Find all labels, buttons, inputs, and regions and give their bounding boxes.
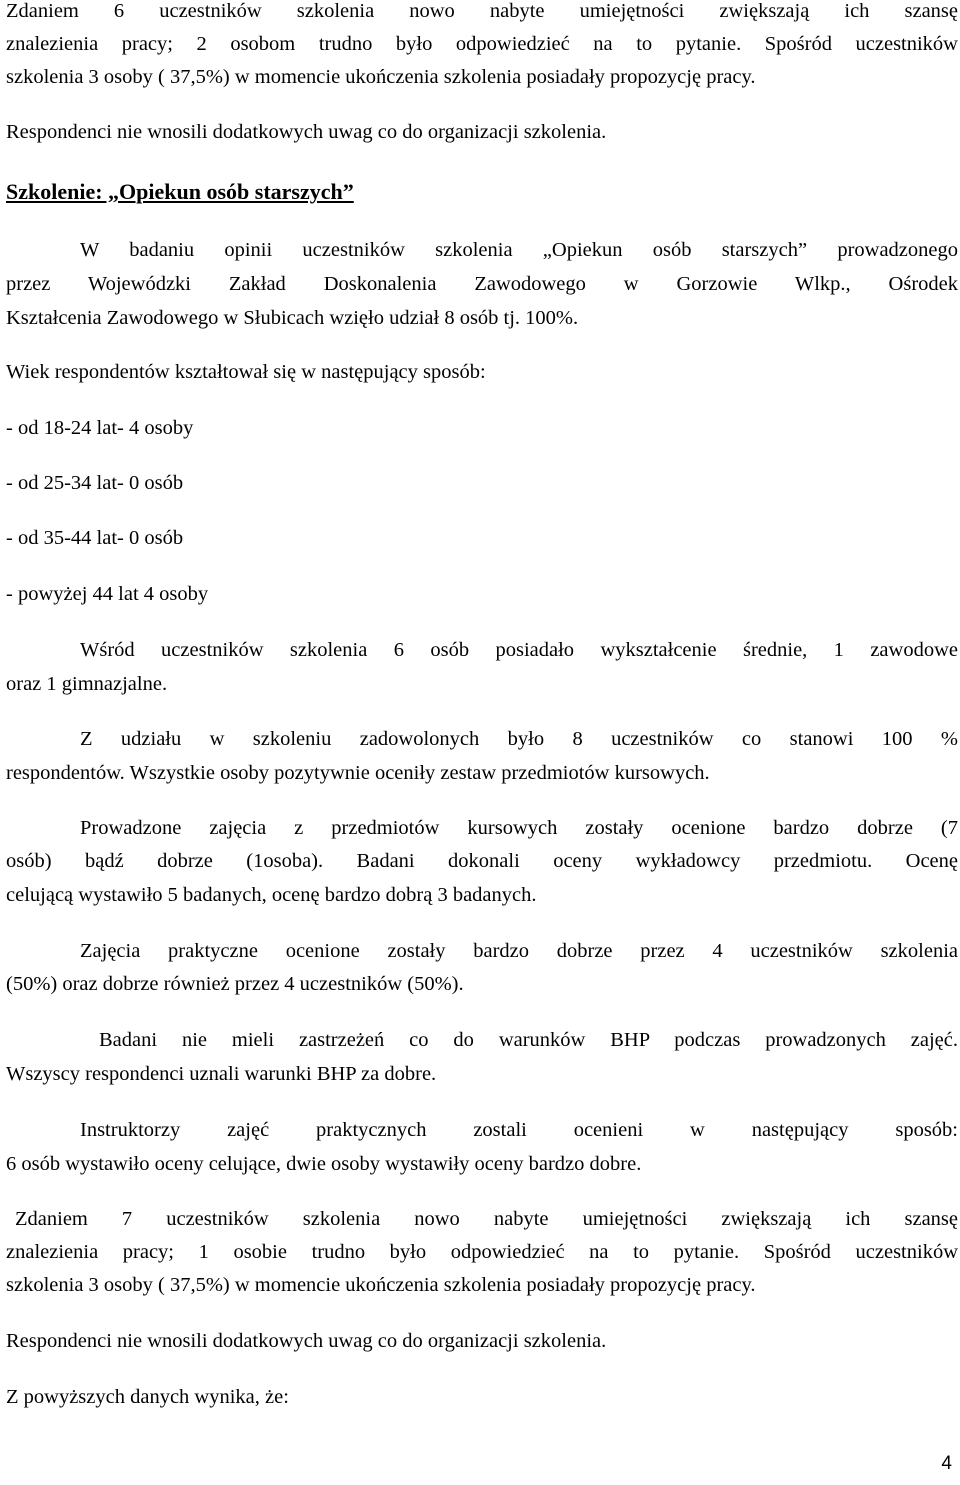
paragraph-4-line-1: Wśród uczestników szkolenia 6 osób posiadało wykształcenie średnie, 1 zawodowe — [80, 639, 958, 661]
paragraph-6-line-2: osób) bądź dobrze (1osoba). Badani dokonali oceny wykładowcy przedmiotu. Ocenę — [6, 850, 958, 872]
paragraph-3-line-2: przez Wojewódzki Zakład Doskonalenia Zawodowego w Gorzowie Wlkp., Ośrodek — [6, 273, 958, 295]
paragraph-10-line-2: znalezienia pracy; 1 osobie trudno było odpowiedzieć na to pytanie. Spośród uczestników — [6, 1241, 958, 1263]
paragraph-6-line-3: celującą wystawiło 5 badanych, ocenę bardzo dobrą 3 badanych. — [6, 884, 537, 906]
paragraph-2: Respondenci nie wnosili dodatkowych uwag co do organizacji szkolenia. — [6, 121, 607, 143]
paragraph-1-line-3: szkolenia 3 osoby ( 37,5%) w momencie ukończenia szkolenia posiadały propozycję pracy. — [6, 66, 756, 88]
paragraph-1-line-2: znalezienia pracy; 2 osobom trudno było odpowiedzieć na to pytanie. Spośród uczestników — [6, 33, 958, 55]
age-list-item: - od 18-24 lat- 4 osoby — [6, 417, 194, 439]
paragraph-10-line-3: szkolenia 3 osoby ( 37,5%) w momencie ukończenia szkolenia posiadały propozycję pracy. — [6, 1274, 756, 1296]
paragraph-5-line-2: respondentów. Wszystkie osoby pozytywnie oceniły zestaw przedmiotów kursowych. — [6, 762, 710, 784]
paragraph-3-line-3: Kształcenia Zawodowego w Słubicach wzięło udział 8 osób tj. 100%. — [6, 307, 579, 329]
age-list-item: - powyżej 44 lat 4 osoby — [6, 583, 209, 605]
paragraph-7-line-1: Zajęcia praktyczne ocenione zostały bardzo dobrze przez 4 uczestników szkolenia — [80, 940, 958, 962]
paragraph-1-line-1: Zdaniem 6 uczestników szkolenia nowo nabyte umiejętności zwiększają ich szansę — [6, 0, 958, 22]
paragraph-3-line-1: W badaniu opinii uczestników szkolenia „Opiekun osób starszych” prowadzonego — [80, 239, 958, 261]
page-number: 4 — [941, 1453, 952, 1474]
paragraph-8-line-1: Badani nie mieli zastrzeżeń co do warunków BHP podczas prowadzonych zajęć. — [99, 1029, 958, 1051]
age-list-item: - od 35-44 lat- 0 osób — [6, 527, 184, 549]
paragraph-5-line-1: Z udziału w szkoleniu zadowolonych było 8 uczestników co stanowi 100 % — [80, 728, 958, 750]
paragraph-9-line-1: Instruktorzy zajęć praktycznych zostali ocenieni w następujący sposób: — [80, 1119, 958, 1141]
paragraph-7-line-2: (50%) oraz dobrze również przez 4 uczestników (50%). — [6, 973, 464, 995]
paragraph-8-line-2: Wszyscy respondenci uznali warunki BHP za dobre. — [6, 1063, 437, 1085]
paragraph-4-line-2: oraz 1 gimnazjalne. — [6, 673, 168, 695]
paragraph-12: Z powyższych danych wynika, że: — [6, 1386, 289, 1408]
paragraph-9-line-2: 6 osób wystawiło oceny celujące, dwie osoby wystawiły oceny bardzo dobre. — [6, 1153, 642, 1175]
section-heading: Szkolenie: „Opiekun osób starszych” — [6, 179, 354, 204]
paragraph-11: Respondenci nie wnosili dodatkowych uwag co do organizacji szkolenia. — [6, 1330, 607, 1352]
age-intro: Wiek respondentów kształtował się w następujący sposób: — [6, 361, 486, 383]
paragraph-6-line-1: Prowadzone zajęcia z przedmiotów kursowych zostały ocenione bardzo dobrze (7 — [80, 817, 958, 839]
paragraph-10-line-1: Zdaniem 7 uczestników szkolenia nowo nabyte umiejętności zwiększają ich szansę — [15, 1208, 958, 1230]
age-list-item: - od 25-34 lat- 0 osób — [6, 472, 184, 494]
